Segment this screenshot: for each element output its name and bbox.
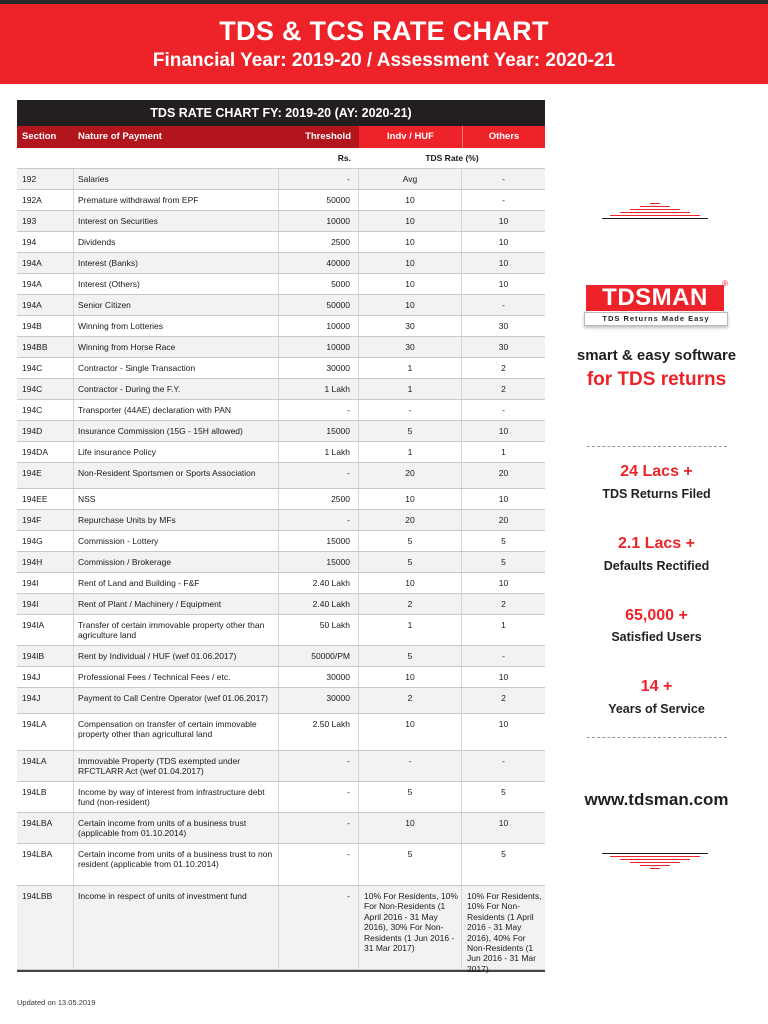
cell-others: 10 bbox=[498, 672, 509, 682]
cell-others: 10 bbox=[498, 237, 509, 247]
table-row bbox=[17, 169, 545, 190]
table-row bbox=[17, 421, 545, 442]
cell-nature: Commission - Lottery bbox=[74, 531, 279, 551]
cell-nature: Income in respect of units of investment fund bbox=[74, 886, 279, 969]
cell-threshold: 5000 bbox=[279, 274, 359, 294]
cell-nature: Dividends bbox=[74, 232, 279, 252]
cell-threshold: 40000 bbox=[279, 253, 359, 273]
rate-table bbox=[17, 100, 545, 972]
cell-indv-huf: 10% For Residents, 10% For Non-Residents (1 April 2016 - 31 May 2016), 30% For Non-Residents (1 Jun 2016 - 31 Mar 2017) bbox=[359, 886, 462, 969]
cell-others: 2 bbox=[501, 599, 506, 609]
cell-threshold: 15000 bbox=[279, 531, 359, 551]
cell-others: 5 bbox=[501, 787, 506, 797]
cell-threshold: 10000 bbox=[279, 211, 359, 231]
cell-section: 194LA bbox=[17, 714, 74, 750]
website-link[interactable]: www.tdsman.com bbox=[584, 790, 729, 809]
table-row bbox=[17, 316, 545, 337]
cell-section: 194 bbox=[17, 232, 74, 252]
table-row bbox=[17, 615, 545, 646]
cell-indv-huf: 10 bbox=[359, 274, 462, 294]
cell-others: - bbox=[502, 300, 505, 310]
cell-others: 10% For Residents, 10% For Non-Residents (1 April 2016 - 31 May 2016), 40% For Non-Residents (1 Jun 2016 - 31 Mar 2017) bbox=[467, 891, 542, 974]
cell-section: 194F bbox=[17, 510, 74, 530]
cell-nature: Interest (Others) bbox=[74, 274, 279, 294]
cell-threshold: 2.50 Lakh bbox=[279, 714, 359, 750]
cell-section: 194LBB bbox=[17, 886, 74, 969]
table-row bbox=[17, 463, 545, 489]
cell-threshold: 1 Lakh bbox=[279, 442, 359, 462]
page-title: TDS & TCS RATE CHART bbox=[219, 16, 549, 46]
table-row bbox=[17, 646, 545, 667]
cell-threshold: - bbox=[279, 782, 359, 812]
cell-threshold: - bbox=[279, 886, 359, 969]
cell-nature: Interest on Securities bbox=[74, 211, 279, 231]
stat-number: 24 Lacs + bbox=[620, 463, 693, 480]
stat-number: 2.1 Lacs + bbox=[618, 535, 695, 552]
cell-indv-huf: 20 bbox=[359, 463, 462, 488]
logo-registered-mark: ® bbox=[722, 279, 728, 288]
cell-threshold: 10000 bbox=[279, 337, 359, 357]
cell-threshold: 2.40 Lakh bbox=[279, 594, 359, 614]
cell-threshold: - bbox=[279, 751, 359, 781]
rate-unit: TDS Rate (%) bbox=[425, 153, 479, 163]
cell-nature: Senior Citizen bbox=[74, 295, 279, 315]
cell-nature: Insurance Commission (15G - 15H allowed) bbox=[74, 421, 279, 441]
table-row bbox=[17, 844, 545, 886]
cell-others: 10 bbox=[498, 279, 509, 289]
cell-section: 194BB bbox=[17, 337, 74, 357]
cell-nature: Transporter (44AE) declaration with PAN bbox=[74, 400, 279, 420]
stat-label: Satisfied Users bbox=[611, 630, 702, 644]
table-row bbox=[17, 190, 545, 211]
cell-nature: Payment to Call Centre Operator (wef 01.06.2017) bbox=[74, 688, 279, 713]
cell-section: 194J bbox=[17, 667, 74, 687]
tagline-1: smart & easy software bbox=[576, 347, 737, 364]
cell-nature: Certain income from units of a business trust (applicable from 01.10.2014) bbox=[74, 813, 279, 843]
tdsman-logo bbox=[584, 279, 728, 329]
logo-tagline: TDS Returns Made Easy bbox=[584, 312, 728, 326]
divider bbox=[587, 446, 727, 447]
cell-nature: Premature withdrawal from EPF bbox=[74, 190, 279, 210]
cell-others: 5 bbox=[501, 849, 506, 859]
cell-section: 194D bbox=[17, 421, 74, 441]
cell-nature: Winning from Lotteries bbox=[74, 316, 279, 336]
cell-nature: Contractor - During the F.Y. bbox=[74, 379, 279, 399]
cell-others: 10 bbox=[498, 578, 509, 588]
cell-section: 194B bbox=[17, 316, 74, 336]
cell-indv-huf: 2 bbox=[359, 688, 462, 713]
table-row bbox=[17, 253, 545, 274]
col-others: Others bbox=[462, 126, 545, 148]
cell-threshold: - bbox=[279, 400, 359, 420]
cell-indv-huf: 5 bbox=[359, 646, 462, 666]
cell-indv-huf: 5 bbox=[359, 531, 462, 551]
cell-section: 192 bbox=[17, 169, 74, 189]
table-header-row bbox=[17, 126, 545, 148]
cell-others: 5 bbox=[501, 557, 506, 567]
table-row bbox=[17, 337, 545, 358]
cell-indv-huf: 30 bbox=[359, 337, 462, 357]
cell-section: 194H bbox=[17, 552, 74, 572]
cell-others: 1 bbox=[501, 620, 506, 630]
cell-section: 194C bbox=[17, 358, 74, 378]
table-row bbox=[17, 667, 545, 688]
cell-nature: Rent of Plant / Machinery / Equipment bbox=[74, 594, 279, 614]
cell-indv-huf: 1 bbox=[359, 379, 462, 399]
cell-nature: Rent by Individual / HUF (wef 01.06.2017) bbox=[74, 646, 279, 666]
stat-number: 65,000 + bbox=[625, 607, 688, 624]
stat-label: Defaults Rectified bbox=[603, 559, 710, 573]
cell-section: 194A bbox=[17, 253, 74, 273]
cell-others: 2 bbox=[501, 693, 506, 703]
cell-threshold: - bbox=[279, 844, 359, 885]
cell-indv-huf: - bbox=[359, 751, 462, 781]
cell-others: 30 bbox=[498, 342, 509, 352]
tagline-2: for TDS returns bbox=[586, 369, 727, 390]
cell-section: 194LBA bbox=[17, 813, 74, 843]
stat-label: Years of Service bbox=[608, 702, 705, 716]
cell-indv-huf: 10 bbox=[359, 489, 462, 509]
cell-nature: Rent of Land and Building - F&F bbox=[74, 573, 279, 593]
cell-section: 194A bbox=[17, 295, 74, 315]
cell-section: 194IA bbox=[17, 615, 74, 645]
cell-indv-huf: 1 bbox=[359, 358, 462, 378]
cell-others: 10 bbox=[498, 258, 509, 268]
cell-others: - bbox=[502, 756, 505, 766]
table-row bbox=[17, 782, 545, 813]
cell-threshold: - bbox=[279, 169, 359, 189]
table-row bbox=[17, 813, 545, 844]
table-row bbox=[17, 573, 545, 594]
cell-nature: Winning from Horse Race bbox=[74, 337, 279, 357]
page-subtitle: Financial Year: 2019-20 / Assessment Year: 2020-21 bbox=[152, 50, 616, 71]
cell-indv-huf: 10 bbox=[359, 211, 462, 231]
cell-nature: Immovable Property (TDS exempted under RFCTLARR Act (wef 01.04.2017) bbox=[74, 751, 279, 781]
cell-indv-huf: 30 bbox=[359, 316, 462, 336]
table-body bbox=[17, 169, 545, 974]
cell-nature: Non-Resident Sportsmen or Sports Association bbox=[74, 463, 279, 488]
col-threshold: Threshold bbox=[279, 126, 359, 148]
table-row bbox=[17, 400, 545, 421]
cell-threshold: 30000 bbox=[279, 688, 359, 713]
cell-indv-huf: 5 bbox=[359, 421, 462, 441]
cell-others: 2 bbox=[501, 384, 506, 394]
cell-indv-huf: 20 bbox=[359, 510, 462, 530]
cell-others: 10 bbox=[498, 719, 509, 729]
cell-others: 30 bbox=[498, 321, 509, 331]
cell-indv-huf: 1 bbox=[359, 442, 462, 462]
cell-section: 194I bbox=[17, 594, 74, 614]
cell-indv-huf: 5 bbox=[359, 844, 462, 885]
cell-nature: Certain income from units of a business trust to non resident (applicable from 01.10.2014) bbox=[74, 844, 279, 885]
cell-others: 2 bbox=[501, 363, 506, 373]
cell-threshold: - bbox=[279, 463, 359, 488]
cell-threshold: 2500 bbox=[279, 232, 359, 252]
table-row bbox=[17, 886, 545, 974]
cell-indv-huf: 10 bbox=[359, 253, 462, 273]
cell-indv-huf: 1 bbox=[359, 615, 462, 645]
cell-indv-huf: 10 bbox=[359, 295, 462, 315]
cell-indv-huf: 5 bbox=[359, 552, 462, 572]
stat-number: 14 + bbox=[640, 678, 673, 695]
cell-nature: Transfer of certain immovable property other than agriculture land bbox=[74, 615, 279, 645]
cell-section: 194IB bbox=[17, 646, 74, 666]
cell-threshold: 50000 bbox=[279, 295, 359, 315]
col-nature: Nature of Payment bbox=[74, 126, 279, 148]
col-section: Section bbox=[17, 126, 74, 148]
table-row bbox=[17, 688, 545, 714]
cell-threshold: 50000 bbox=[279, 190, 359, 210]
cell-indv-huf: 10 bbox=[359, 667, 462, 687]
cell-threshold: - bbox=[279, 510, 359, 530]
stat-label: TDS Returns Filed bbox=[602, 487, 711, 501]
cell-section: 193 bbox=[17, 211, 74, 231]
cell-nature: Contractor - Single Transaction bbox=[74, 358, 279, 378]
cell-section: 192A bbox=[17, 190, 74, 210]
table-row bbox=[17, 594, 545, 615]
cell-others: 20 bbox=[498, 468, 509, 478]
table-row bbox=[17, 232, 545, 253]
table-row bbox=[17, 211, 545, 232]
cell-others: - bbox=[502, 174, 505, 184]
threshold-unit: Rs. bbox=[337, 153, 351, 163]
table-row bbox=[17, 295, 545, 316]
cell-threshold: 2.40 Lakh bbox=[279, 573, 359, 593]
cell-section: 194C bbox=[17, 379, 74, 399]
cell-section: 194I bbox=[17, 573, 74, 593]
cell-threshold: - bbox=[279, 813, 359, 843]
cell-nature: Interest (Banks) bbox=[74, 253, 279, 273]
cell-threshold: 30000 bbox=[279, 358, 359, 378]
cell-nature: Income by way of interest from infrastructure debt fund (non-resident) bbox=[74, 782, 279, 812]
cell-others: - bbox=[502, 651, 505, 661]
cell-threshold: 15000 bbox=[279, 421, 359, 441]
col-indv-huf: Indv / HUF bbox=[359, 126, 462, 148]
table-row bbox=[17, 531, 545, 552]
table-row bbox=[17, 510, 545, 531]
table-title: TDS RATE CHART FY: 2019-20 (AY: 2020-21) bbox=[17, 100, 545, 126]
cell-indv-huf: 5 bbox=[359, 782, 462, 812]
cell-others: 10 bbox=[498, 426, 509, 436]
cell-others: 5 bbox=[501, 536, 506, 546]
table-row bbox=[17, 714, 545, 751]
cell-nature: Life insurance Policy bbox=[74, 442, 279, 462]
table-row bbox=[17, 442, 545, 463]
decorative-lines-bottom bbox=[602, 853, 708, 871]
cell-others: - bbox=[502, 405, 505, 415]
cell-nature: Salaries bbox=[74, 169, 279, 189]
cell-others: - bbox=[502, 195, 505, 205]
table-bottom-rule bbox=[17, 970, 545, 972]
cell-threshold: 1 Lakh bbox=[279, 379, 359, 399]
cell-indv-huf: 10 bbox=[359, 714, 462, 750]
cell-indv-huf: 10 bbox=[359, 813, 462, 843]
cell-others: 20 bbox=[498, 515, 509, 525]
cell-section: 194LB bbox=[17, 782, 74, 812]
cell-section: 194C bbox=[17, 400, 74, 420]
table-row bbox=[17, 358, 545, 379]
cell-others: 1 bbox=[501, 447, 506, 457]
cell-section: 194EE bbox=[17, 489, 74, 509]
cell-section: 194LA bbox=[17, 751, 74, 781]
cell-indv-huf: 10 bbox=[359, 573, 462, 593]
cell-others: 10 bbox=[498, 818, 509, 828]
cell-others: 10 bbox=[498, 494, 509, 504]
cell-section: 194DA bbox=[17, 442, 74, 462]
table-row bbox=[17, 489, 545, 510]
table-units-row bbox=[17, 148, 545, 169]
cell-threshold: 15000 bbox=[279, 552, 359, 572]
table-row bbox=[17, 379, 545, 400]
cell-threshold: 50000/PM bbox=[279, 646, 359, 666]
cell-threshold: 50 Lakh bbox=[279, 615, 359, 645]
cell-others: 10 bbox=[498, 216, 509, 226]
cell-indv-huf: 2 bbox=[359, 594, 462, 614]
logo-wordmark: TDSMAN bbox=[586, 285, 724, 311]
cell-indv-huf: 10 bbox=[359, 190, 462, 210]
cell-section: 194J bbox=[17, 688, 74, 713]
table-row bbox=[17, 274, 545, 295]
cell-section: 194A bbox=[17, 274, 74, 294]
updated-note: Updated on 13.05.2019 bbox=[17, 998, 96, 1007]
cell-threshold: 2500 bbox=[279, 489, 359, 509]
cell-section: 194G bbox=[17, 531, 74, 551]
cell-nature: Commission / Brokerage bbox=[74, 552, 279, 572]
cell-indv-huf: 10 bbox=[359, 232, 462, 252]
cell-nature: Compensation on transfer of certain immovable property other than agricultural land bbox=[74, 714, 279, 750]
cell-section: 194E bbox=[17, 463, 74, 488]
table-row bbox=[17, 751, 545, 782]
header-banner bbox=[0, 4, 768, 84]
divider bbox=[587, 737, 727, 738]
cell-threshold: 10000 bbox=[279, 316, 359, 336]
table-row bbox=[17, 552, 545, 573]
cell-nature: Repurchase Units by MFs bbox=[74, 510, 279, 530]
cell-section: 194LBA bbox=[17, 844, 74, 885]
cell-indv-huf: - bbox=[359, 400, 462, 420]
cell-indv-huf: Avg bbox=[359, 169, 462, 189]
cell-nature: NSS bbox=[74, 489, 279, 509]
cell-threshold: 30000 bbox=[279, 667, 359, 687]
cell-nature: Professional Fees / Technical Fees / etc. bbox=[74, 667, 279, 687]
decorative-lines-top bbox=[602, 203, 708, 221]
